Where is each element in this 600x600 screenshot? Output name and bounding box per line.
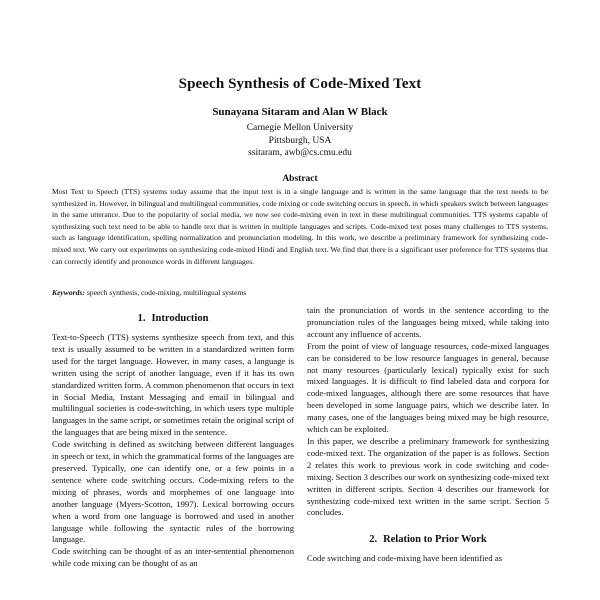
section-spacer	[307, 519, 549, 533]
paper-title: Speech Synthesis of Code-Mixed Text	[178, 76, 422, 92]
body-paragraph: tain the pronunciation of words in the sentence according to the pronunciation rules of the languages being mixed, while taking into account any influence of accents.	[307, 305, 549, 339]
keywords	[52, 287, 548, 298]
abstract-heading: Abstract	[282, 174, 318, 184]
section-number: 2.	[369, 534, 378, 546]
section-title: Relation to Prior Work	[383, 534, 487, 546]
body-paragraph: From the point of view of language resources, code-mixed languages can be considered to be low resource languages in general, because not many resources (particularly lexical) typically exist for such mixed languages. It is difficult to find labeled data and corpora for code-mixed languages, although there are some resources that have been developed in some language pairs, which we describe later. In many cases, one of the languages being mixed may be high resource, which can be exploited.	[307, 340, 549, 435]
abstract-text: Most Text to Speech (TTS) systems today assume that the input text is in a single language and is written in the same language that the text needs to be synthesized in. However, in bilingual and multilingual communities, code mixing or code switching occurs in speech, in which speakers switch between languages in the same utterance. Due to the popularity of social media, we now see code-mixing even in text in these multilingual communities. TTS systems capable of synthesizing such text need to be able to handle text that is written in multiple languages and scripts. Code-mixed text poses many challenges to TTS systems, such as language identification, spelling normalization and pronunciation modeling. In this work, we describe a preliminary framework for synthesizing code-mixed text. We carry out experiments on synthesizing code-mixed Hindi and English text. We find that there is a significant user preference for TTS systems that can correctly identify and pronounce words in different languages.	[52, 187, 548, 266]
section-title: Introduction	[151, 313, 209, 324]
keywords-label: Keywords:	[52, 288, 85, 297]
affiliation-email: ssitaram, awb@cs.cmu.edu	[248, 148, 352, 158]
body-paragraph: Code switching and code-mixing have been identified as	[307, 553, 502, 564]
section-number: 1.	[137, 313, 146, 324]
affiliation-institution: Carnegie Mellon University	[246, 123, 354, 133]
right-column	[307, 305, 549, 565]
keywords-text: speech synthesis, code-mixing, multilingual systems	[86, 288, 247, 297]
paper-authors: Sunayana Sitaram and Alan W Black	[212, 106, 388, 118]
intro-paragraph: Code switching is defined as switching between different languages in speech or text, in which the grammatical forms of the languages are preserved. Typically, one can identify one, or a few points in a sentence where code switching occurs. Code-mixing refers to the mixing of phrases, words and morphemes of one language into another language (Myers-Scotton, 1997). Lexical borrowing occurs when a word from one language is borrowed and used in another language while following the syntactic rules of the borrowing language.	[52, 439, 294, 545]
body-paragraph: In this paper, we describe a preliminary framework for synthesizing code-mixed text. The organization of the paper is as follows. Section 2 relates this work to previous work in code switching and code-mixing. Section 3 describes our work on synthesizing code-mixed text written in different scripts. Section 4 describes our framework for synthesizing code-mixed text written in the same script. Section 5 concludes.	[307, 435, 550, 518]
intro-paragraph: Text-to-Speech (TTS) systems synthesize speech from text, and this text is usually assumed to be written in a standardized written form used for the target language. However, in many cases, a language is written using the script of another language, even if it has its own standardized written form. A common phenomenon that occurs in text in Social Media, Instant Messaging and email in bilingual and multilingual societies is code-switching, in which users type multiple languages in the same script, or sometimes retain the original script of the languages that are being mixed in the sentence.	[52, 332, 294, 438]
intro-paragraph: Code switching can be thought of as an inter-sentential phenomenon while code mixing can be thought of as an	[52, 546, 294, 569]
author-affiliation	[0, 122, 600, 160]
section-heading-prior-work	[307, 533, 549, 547]
section-heading-introduction	[52, 312, 294, 326]
affiliation-location: Pittsburgh, USA	[268, 135, 332, 146]
left-column	[52, 312, 294, 570]
